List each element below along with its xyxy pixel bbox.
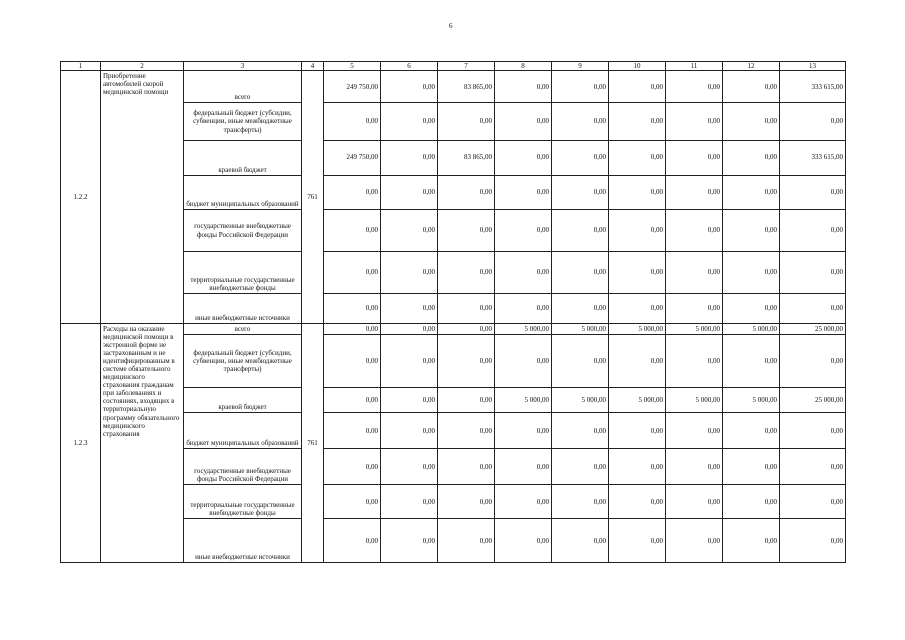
amount-cell: 5 000,00 [552, 324, 609, 335]
amount-cell: 0,00 [495, 176, 552, 210]
column-number: 7 [438, 62, 495, 71]
amount-cell: 0,00 [495, 449, 552, 485]
amount-cell: 0,00 [780, 103, 846, 141]
amount-cell: 0,00 [780, 519, 846, 563]
amount-cell: 0,00 [552, 103, 609, 141]
amount-cell: 0,00 [495, 294, 552, 324]
column-number: 3 [184, 62, 302, 71]
item-title: Расходы на оказание медицинской помощи в экстренной форме не застрахованным и не идентифицированным в системе обязательного медицинского страхования гражданам при заболеваниях и состояниях, входящих в территориальную программу обязательного медицинского страхования [101, 324, 184, 563]
amount-cell: 0,00 [438, 210, 495, 252]
amount-cell: 0,00 [381, 294, 438, 324]
amount-cell: 0,00 [609, 71, 666, 103]
amount-cell: 0,00 [780, 294, 846, 324]
amount-cell: 0,00 [438, 449, 495, 485]
amount-cell: 0,00 [723, 71, 780, 103]
amount-cell: 0,00 [495, 141, 552, 176]
funding-source: бюджет муниципальных образований [184, 176, 302, 210]
amount-cell: 0,00 [438, 485, 495, 519]
amount-cell: 0,00 [552, 294, 609, 324]
amount-cell: 0,00 [609, 141, 666, 176]
table-row [61, 324, 846, 335]
amount-cell: 0,00 [495, 252, 552, 294]
amount-cell: 0,00 [780, 335, 846, 388]
amount-cell: 0,00 [780, 176, 846, 210]
amount-cell: 0,00 [666, 176, 723, 210]
amount-cell: 83 865,00 [438, 141, 495, 176]
amount-cell: 0,00 [381, 141, 438, 176]
amount-cell: 0,00 [723, 335, 780, 388]
column-number: 5 [324, 62, 381, 71]
amount-cell: 0,00 [609, 413, 666, 449]
amount-cell: 0,00 [381, 324, 438, 335]
item-code: 1.2.3 [61, 324, 101, 563]
amount-cell: 0,00 [723, 252, 780, 294]
amount-cell: 0,00 [609, 103, 666, 141]
grbs-code: 761 [302, 324, 324, 563]
column-number: 8 [495, 62, 552, 71]
column-number: 9 [552, 62, 609, 71]
funding-source: бюджет муниципальных образований [184, 413, 302, 449]
amount-cell: 0,00 [552, 252, 609, 294]
amount-cell: 0,00 [723, 449, 780, 485]
column-number: 6 [381, 62, 438, 71]
amount-cell: 0,00 [609, 485, 666, 519]
amount-cell: 83 865,00 [438, 71, 495, 103]
amount-cell: 0,00 [609, 294, 666, 324]
amount-cell: 0,00 [723, 141, 780, 176]
amount-cell: 0,00 [381, 388, 438, 413]
amount-cell: 0,00 [381, 413, 438, 449]
amount-cell: 0,00 [666, 449, 723, 485]
amount-cell: 0,00 [780, 413, 846, 449]
amount-cell: 25 000,00 [780, 324, 846, 335]
amount-cell: 0,00 [780, 485, 846, 519]
amount-cell: 0,00 [723, 413, 780, 449]
amount-cell: 0,00 [666, 519, 723, 563]
amount-cell: 0,00 [438, 324, 495, 335]
amount-cell: 0,00 [324, 210, 381, 252]
amount-cell: 5 000,00 [723, 388, 780, 413]
column-number: 11 [666, 62, 723, 71]
amount-cell: 0,00 [381, 335, 438, 388]
funding-source: федеральный бюджет (субсидии, субвенции, иные межбюджетные трансферты) [184, 335, 302, 388]
amount-cell: 0,00 [438, 388, 495, 413]
amount-cell: 0,00 [495, 485, 552, 519]
amount-cell: 5 000,00 [495, 388, 552, 413]
amount-cell: 333 615,00 [780, 71, 846, 103]
amount-cell: 0,00 [723, 519, 780, 563]
amount-cell: 0,00 [666, 485, 723, 519]
amount-cell: 0,00 [723, 210, 780, 252]
amount-cell: 0,00 [495, 103, 552, 141]
amount-cell: 5 000,00 [609, 388, 666, 413]
funding-source: всего [184, 324, 302, 335]
amount-cell: 0,00 [780, 210, 846, 252]
amount-cell: 0,00 [324, 324, 381, 335]
amount-cell: 249 750,00 [324, 71, 381, 103]
amount-cell: 0,00 [552, 413, 609, 449]
amount-cell: 0,00 [324, 294, 381, 324]
grbs-code: 761 [302, 71, 324, 324]
funding-source: всего [184, 71, 302, 103]
amount-cell: 0,00 [495, 413, 552, 449]
amount-cell: 0,00 [381, 210, 438, 252]
amount-cell: 0,00 [609, 176, 666, 210]
amount-cell: 0,00 [381, 71, 438, 103]
table-row [61, 71, 846, 103]
amount-cell: 0,00 [723, 176, 780, 210]
funding-source: иные внебюджетные источники [184, 294, 302, 324]
funding-source: федеральный бюджет (субсидии, субвенции, иные межбюджетные трансферты) [184, 103, 302, 141]
amount-cell: 0,00 [609, 519, 666, 563]
amount-cell: 0,00 [552, 210, 609, 252]
funding-source: государственные внебюджетные фонды Российской Федерации [184, 449, 302, 485]
amount-cell: 0,00 [609, 210, 666, 252]
amount-cell: 0,00 [552, 176, 609, 210]
amount-cell: 0,00 [495, 71, 552, 103]
amount-cell: 0,00 [666, 210, 723, 252]
amount-cell: 0,00 [723, 294, 780, 324]
amount-cell: 0,00 [324, 388, 381, 413]
amount-cell: 0,00 [495, 519, 552, 563]
amount-cell: 0,00 [609, 449, 666, 485]
amount-cell: 0,00 [381, 176, 438, 210]
amount-cell: 5 000,00 [666, 324, 723, 335]
funding-source: государственные внебюджетные фонды Российской Федерации [184, 210, 302, 252]
amount-cell: 5 000,00 [723, 324, 780, 335]
amount-cell: 0,00 [666, 335, 723, 388]
amount-cell: 0,00 [381, 519, 438, 563]
amount-cell: 0,00 [324, 413, 381, 449]
amount-cell: 0,00 [552, 141, 609, 176]
amount-cell: 5 000,00 [609, 324, 666, 335]
column-number: 4 [302, 62, 324, 71]
amount-cell: 0,00 [438, 335, 495, 388]
funding-source: территориальные государственные внебюджетные фонды [184, 485, 302, 519]
amount-cell: 0,00 [438, 176, 495, 210]
amount-cell: 0,00 [381, 449, 438, 485]
header-row [61, 62, 846, 71]
amount-cell: 5 000,00 [666, 388, 723, 413]
amount-cell: 0,00 [666, 103, 723, 141]
funding-source: иные внебюджетные источники [184, 519, 302, 563]
amount-cell: 0,00 [438, 103, 495, 141]
amount-cell: 0,00 [552, 449, 609, 485]
amount-cell: 0,00 [552, 519, 609, 563]
amount-cell: 0,00 [723, 103, 780, 141]
amount-cell: 0,00 [495, 335, 552, 388]
amount-cell: 0,00 [666, 252, 723, 294]
amount-cell: 333 615,00 [780, 141, 846, 176]
amount-cell: 0,00 [381, 485, 438, 519]
amount-cell: 0,00 [666, 294, 723, 324]
amount-cell: 0,00 [609, 335, 666, 388]
amount-cell: 0,00 [324, 449, 381, 485]
funding-source: территориальные государственные внебюджетные фонды [184, 252, 302, 294]
amount-cell: 0,00 [381, 103, 438, 141]
column-number: 1 [61, 62, 101, 71]
amount-cell: 0,00 [780, 252, 846, 294]
amount-cell: 0,00 [495, 210, 552, 252]
item-title: Приобретение автомобилей скорой медицинской помощи [101, 71, 184, 324]
amount-cell: 25 000,00 [780, 388, 846, 413]
amount-cell: 0,00 [324, 252, 381, 294]
amount-cell: 0,00 [438, 294, 495, 324]
amount-cell: 0,00 [666, 71, 723, 103]
amount-cell: 0,00 [609, 252, 666, 294]
column-number: 13 [780, 62, 846, 71]
amount-cell: 0,00 [324, 485, 381, 519]
column-number: 12 [723, 62, 780, 71]
amount-cell: 0,00 [723, 485, 780, 519]
amount-cell: 0,00 [324, 519, 381, 563]
amount-cell: 0,00 [438, 519, 495, 563]
amount-cell: 0,00 [324, 176, 381, 210]
amount-cell: 0,00 [438, 413, 495, 449]
amount-cell: 0,00 [552, 335, 609, 388]
amount-cell: 0,00 [666, 141, 723, 176]
amount-cell: 0,00 [324, 335, 381, 388]
amount-cell: 0,00 [381, 252, 438, 294]
funding-source: краевой бюджет [184, 388, 302, 413]
amount-cell: 0,00 [666, 413, 723, 449]
column-number: 2 [101, 62, 184, 71]
item-code: 1.2.2 [61, 71, 101, 324]
amount-cell: 0,00 [438, 252, 495, 294]
amount-cell: 249 750,00 [324, 141, 381, 176]
amount-cell: 0,00 [552, 485, 609, 519]
column-number: 10 [609, 62, 666, 71]
amount-cell: 0,00 [324, 103, 381, 141]
amount-cell: 5 000,00 [552, 388, 609, 413]
funding-source: краевой бюджет [184, 141, 302, 176]
page-number: 6 [449, 22, 453, 30]
amount-cell: 0,00 [552, 71, 609, 103]
budget-table [60, 61, 846, 563]
amount-cell: 0,00 [780, 449, 846, 485]
amount-cell: 5 000,00 [495, 324, 552, 335]
